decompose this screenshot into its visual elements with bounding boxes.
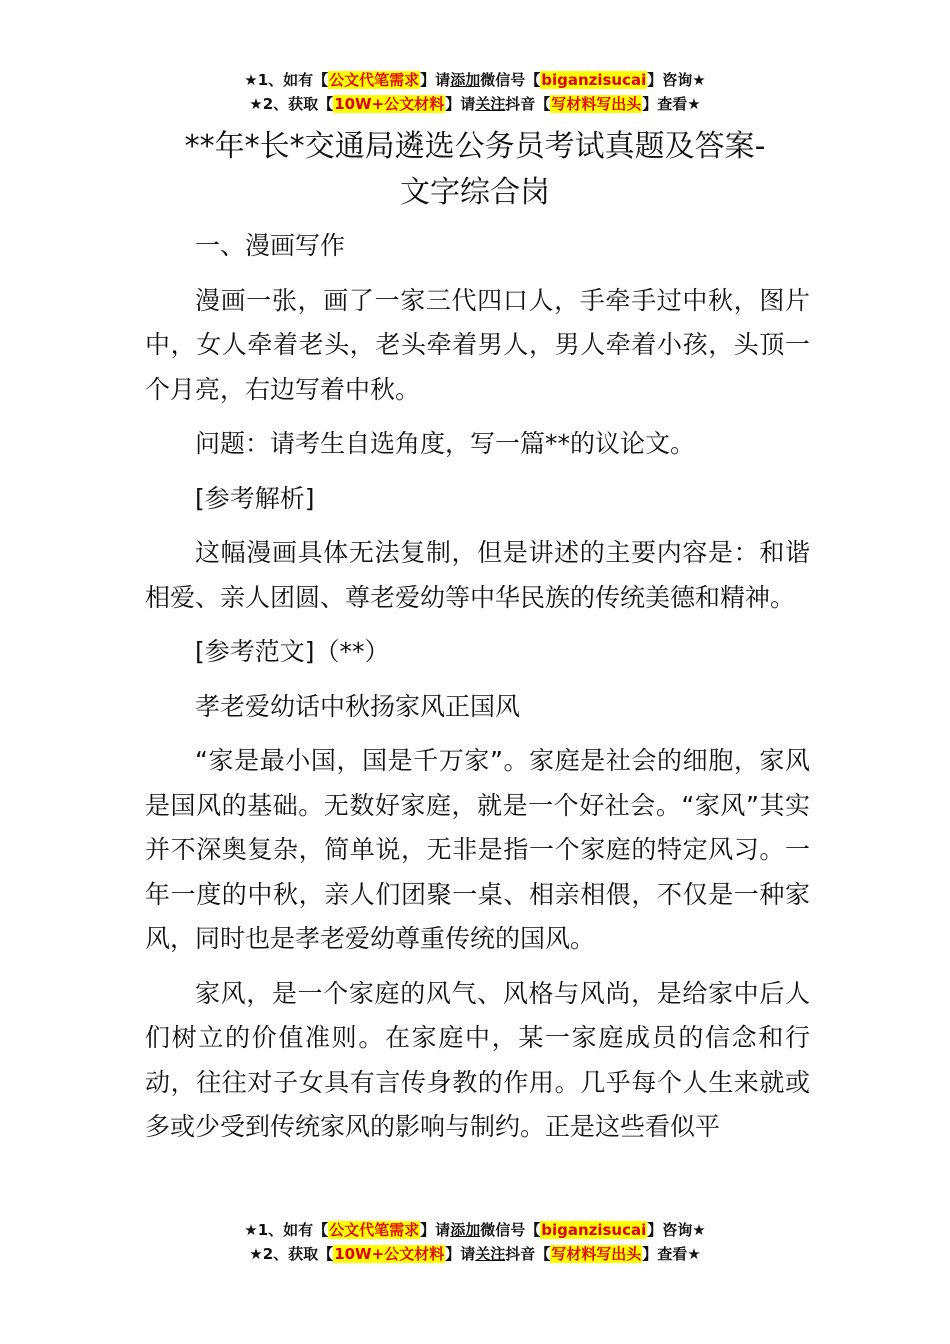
promo-highlight-douyin: 写材料写出头 [551,1245,642,1263]
document-title [100,124,850,216]
promo-text: 】请 [445,95,476,113]
promo-line-2 [0,1242,950,1266]
essay-title: 孝老爱幼话中秋扬家风正国风 [195,691,521,721]
promo-text: ★1、如有【 [244,71,329,89]
promo-underline: 关注 [475,1245,506,1263]
section-heading: 一、漫画写作 [195,231,346,260]
promo-text: 】请 [420,71,451,89]
promo-highlight-materials: 10W+公文材料 [334,95,445,113]
promo-text: 抖音【 [505,1245,551,1263]
promo-text: 】咨询★ [647,1221,706,1239]
question-paragraph: 问题：请考生自选角度，写一篇**的议论文。 [195,429,696,458]
body-paragraph: 漫画一张，画了一家三代四口人，手牵手过中秋，图片中，女人牵着老头，老头牵着男人，男人牵着小孩，头顶一个月亮，右边写着中秋。 [145,285,810,404]
promo-text: ★2、获取【 [249,95,334,113]
sample-essay-heading: [参考范文]（**） [195,637,390,666]
body-paragraph: 家风，是一个家庭的风气、风格与风尚，是给家中后人们树立的价值准则。在家庭中，某一家庭成员的信念和行动，往往对子女具有言传身教的作用。几乎每个人生来就或多或少受到传统家风的影响与制约。正是这些看似平 [145,978,810,1141]
promo-highlight-materials: 10W+公文材料 [334,1245,445,1263]
promo-text: 】请 [445,1245,476,1263]
promo-underline: 添加 [450,71,481,89]
promo-banner-top [0,68,950,116]
promo-underline: 添加 [450,1221,481,1239]
body-paragraph: “家是最小国，国是千万家”。家庭是社会的细胞，家风是国风的基础。无数好家庭，就是一个好社会。“家风”其实并不深奥复杂，简单说，无非是指一个家庭的特定风习。一年一度的中秋，亲人们团聚一桌、相亲相偎，不仅是一种家风，同时也是孝老爱幼尊重传统的国风。 [145,746,810,953]
promo-text: 】咨询★ [647,71,706,89]
promo-text: 微信号【 [480,71,541,89]
promo-line-1 [0,68,950,92]
promo-highlight-service: 公文代笔需求 [329,71,420,89]
document-body [145,224,810,1160]
promo-underline: 关注 [475,95,506,113]
promo-highlight-douyin: 写材料写出头 [551,95,642,113]
promo-highlight-wechat-id: biganzisucai [541,71,647,89]
promo-text: 微信号【 [480,1221,541,1239]
promo-banner-bottom [0,1218,950,1266]
analysis-heading: [参考解析] [195,483,315,513]
promo-text: ★1、如有【 [244,1221,329,1239]
promo-text: 】查看★ [642,95,701,113]
title-line-2: 文字综合岗 [400,175,550,210]
promo-text: 】查看★ [642,1245,701,1263]
promo-text: 抖音【 [505,95,551,113]
promo-text: ★2、获取【 [249,1245,334,1263]
promo-highlight-service: 公文代笔需求 [329,1221,420,1239]
promo-line-1 [0,1218,950,1242]
promo-text: 】请 [420,1221,451,1239]
promo-line-2 [0,92,950,116]
title-line-1: **年*长*交通局遴选公务员考试真题及答案- [184,129,766,164]
body-paragraph: 这幅漫画具体无法复制，但是讲述的主要内容是：和谐相爱、亲人团圆、尊老爱幼等中华民族的传统美德和精神。 [145,538,810,612]
promo-highlight-wechat-id: biganzisucai [541,1221,647,1239]
